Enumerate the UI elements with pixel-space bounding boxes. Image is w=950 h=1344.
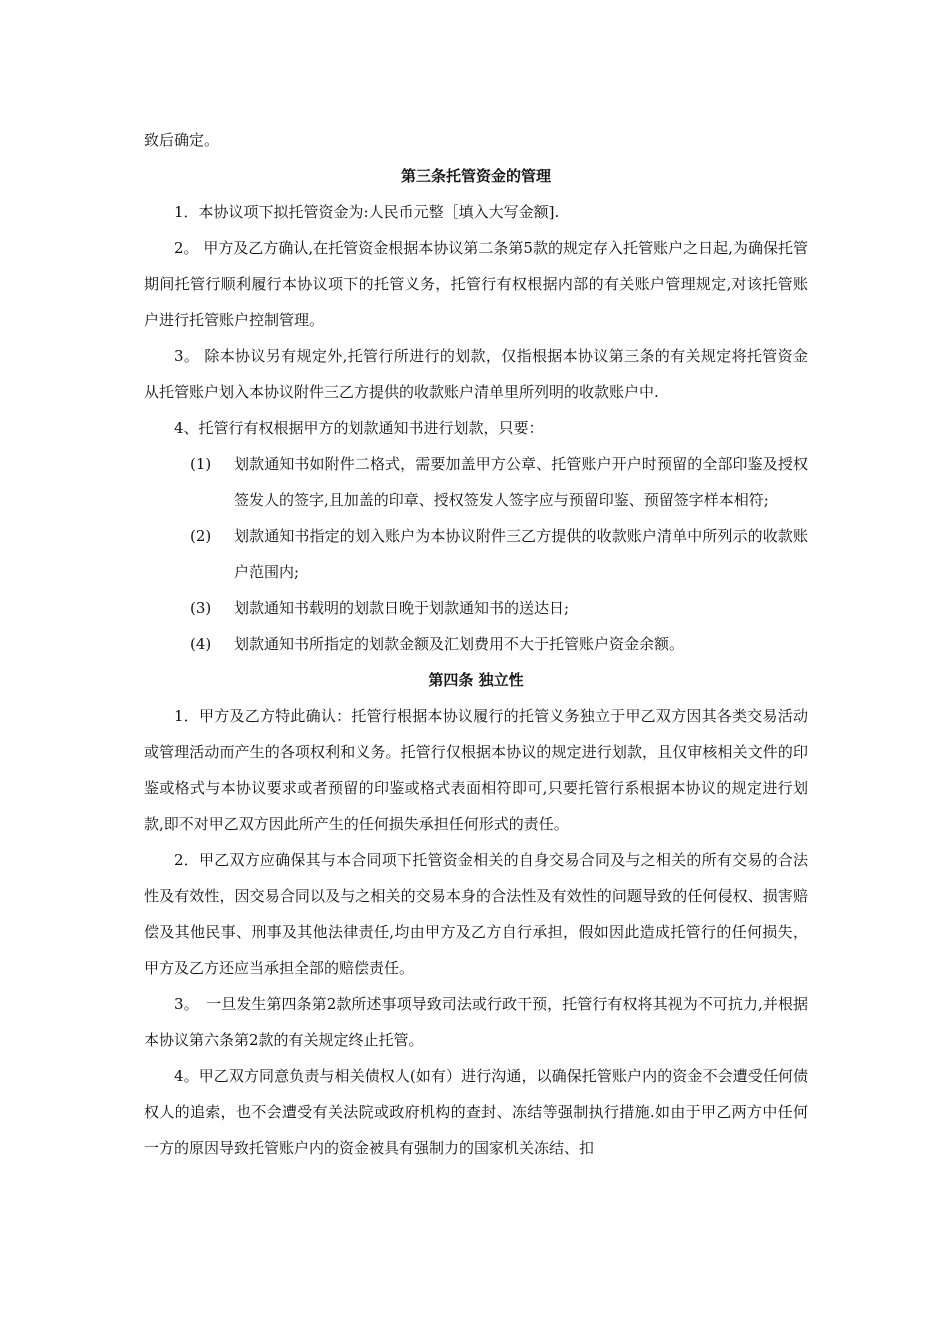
item-number: (2): [190, 527, 212, 545]
article-3-item-2: [144, 518, 808, 590]
article-4-paragraph-2: 2．甲乙双方应确保其与本合同项下托管资金相关的自身交易合同及与之相关的所有交易的合法性及有效性，因交易合同以及与之相关的交易本身的合法性及有效性的问题导致的任何侵权、损害赔偿及其他民事、刑事及其他法律责任,均由甲方及乙方自行承担，假如因此造成托管行的任何损失，甲方及乙方还应当承担全部的赔偿责任。: [144, 851, 808, 977]
lead-line: 致后确定。: [144, 131, 220, 149]
article-3-item-1: [144, 446, 808, 518]
item-text: 划款通知书指定的划入账户为本协议附件三乙方提供的收款账户清单中所列示的收款账户范围内;: [234, 527, 808, 581]
document-body: [144, 122, 808, 1166]
article-3-item-3: [144, 590, 808, 626]
article-3-item-4: [144, 626, 808, 662]
article-3-paragraph-2: 2。 甲方及乙方确认,在托管资金根据本协议第二条第5款的规定存入托管账户之日起,为确保托管期间托管行顺利履行本协议项下的托管义务，托管行有权根据内部的有关账户管理规定,对该托管账户进行托管账户控制管理。: [144, 239, 808, 329]
item-number: (4): [190, 635, 212, 653]
item-number: (3): [190, 599, 212, 617]
article-4-paragraph-1: 1．甲方及乙方特此确认：托管行根据本协议履行的托管义务独立于甲乙双方因其各类交易活动或管理活动而产生的各项权利和义务。托管行仅根据本协议的规定进行划款，且仅审核相关文件的印鉴或格式与本协议要求或者预留的印鉴或格式表面相符即可,只要托管行系根据本协议的规定进行划款,即不对甲乙双方因此所产生的任何损失承担任何形式的责任。: [144, 707, 808, 833]
article-3-heading: 第三条托管资金的管理: [400, 167, 551, 185]
article-4-paragraph-4: 4。甲乙双方同意负责与相关债权人(如有）进行沟通，以确保托管账户内的资金不会遭受任何债权人的追索，也不会遭受有关法院或政府机构的查封、冻结等强制执行措施.如由于甲乙两方中任何一方的原因导致托管账户内的资金被具有强制力的国家机关冻结、扣: [144, 1067, 808, 1157]
article-3-paragraph-4: 4、托管行有权根据甲方的划款通知书进行划款，只要：: [174, 419, 544, 437]
item-number: (1): [190, 455, 212, 473]
article-4-heading: 第四条 独立性: [428, 671, 524, 689]
item-text: 划款通知书载明的划款日晚于划款通知书的送达日;: [234, 599, 570, 617]
article-3-paragraph-1: 1．本协议项下拟托管资金为:人民币元整［填入大写金额].: [174, 203, 560, 221]
article-4-paragraph-3: 3。 一旦发生第四条第2款所述事项导致司法或行政干预，托管行有权将其视为不可抗力,并根据本协议第六条第2款的有关规定终止托管。: [144, 995, 808, 1049]
item-text: 划款通知书所指定的划款金额及汇划费用不大于托管账户资金余额。: [234, 635, 685, 653]
article-3-paragraph-3: 3。 除本协议另有规定外,托管行所进行的划款，仅指根据本协议第三条的有关规定将托管资金从托管账户划入本协议附件三乙方提供的收款账户清单里所列明的收款账户中.: [144, 347, 808, 401]
item-text: 划款通知书如附件二格式，需要加盖甲方公章、托管账户开户时预留的全部印鉴及授权签发人的签字,且加盖的印章、授权签发人签字应与预留印鉴、预留签字样本相符;: [234, 455, 808, 509]
